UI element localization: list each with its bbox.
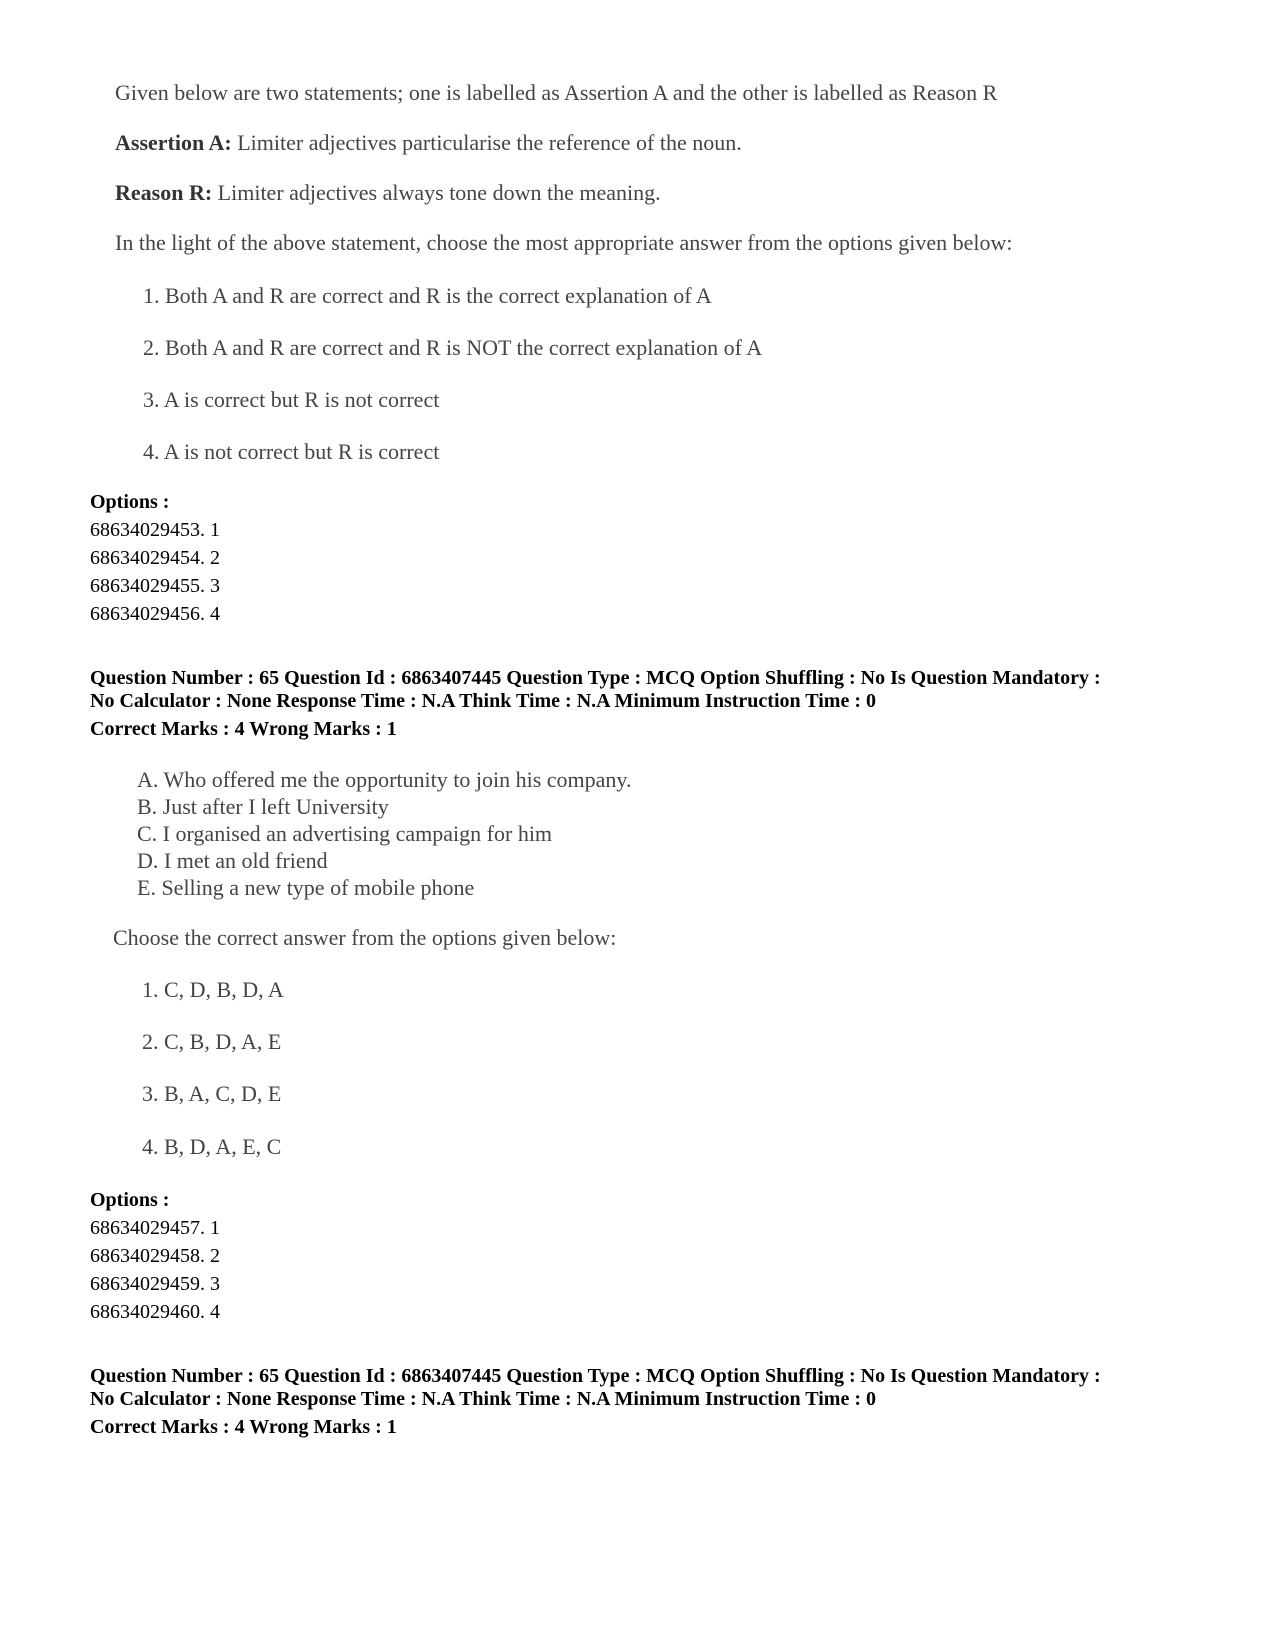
- q65-instruction: Choose the correct answer from the options given below:: [113, 925, 617, 950]
- q65-option: 68634029459. 3: [90, 1273, 220, 1295]
- q65-statement: E. Selling a new type of mobile phone: [137, 875, 475, 900]
- q64-reason: [115, 182, 661, 204]
- q65-options-label: Options :: [90, 1189, 170, 1211]
- q64-reason-text: Limiter adjectives always tone down the meaning.: [212, 180, 661, 205]
- q65-option: 68634029460. 4: [90, 1301, 220, 1323]
- q64-intro: Given below are two statements; one is labelled as Assertion A and the other is labelled as Reason R: [115, 80, 998, 105]
- q64-choice: 3. A is correct but R is not correct: [143, 387, 440, 412]
- q64-instruction: In the light of the above statement, choose the most appropriate answer from the options given below:: [115, 230, 1013, 255]
- q65-choice: 2. C, B, D, A, E: [142, 1029, 282, 1054]
- q65-statement: B. Just after I left University: [137, 794, 389, 819]
- q65-choice: 3. B, A, C, D, E: [142, 1081, 282, 1106]
- qnext-meta-line1: Question Number : 65 Question Id : 6863407445 Question Type : MCQ Option Shuffling : No Is Question Mandatory :: [90, 1365, 1101, 1387]
- q64-reason-label: Reason R:: [115, 180, 213, 205]
- q64-option: 68634029455. 3: [90, 575, 220, 597]
- q64-choice: 2. Both A and R are correct and R is NOT the correct explanation of A: [143, 335, 763, 360]
- q64-choice: 1. Both A and R are correct and R is the correct explanation of A: [143, 283, 712, 308]
- q64-option: 68634029456. 4: [90, 603, 220, 625]
- qnext-marks: Correct Marks : 4 Wrong Marks : 1: [90, 1416, 397, 1438]
- qnext-meta-line2: No Calculator : None Response Time : N.A Think Time : N.A Minimum Instruction Time : 0: [90, 1388, 876, 1410]
- q65-meta-line2: No Calculator : None Response Time : N.A Think Time : N.A Minimum Instruction Time : 0: [90, 690, 876, 712]
- q65-option: 68634029458. 2: [90, 1245, 220, 1267]
- q65-option: 68634029457. 1: [90, 1217, 220, 1239]
- q64-assertion-label: Assertion A:: [115, 130, 232, 155]
- q64-option: 68634029453. 1: [90, 519, 220, 541]
- q64-choice: 4. A is not correct but R is correct: [143, 439, 440, 464]
- q65-meta-line1: Question Number : 65 Question Id : 6863407445 Question Type : MCQ Option Shuffling : No Is Question Mandatory :: [90, 667, 1101, 689]
- q65-marks: Correct Marks : 4 Wrong Marks : 1: [90, 718, 397, 740]
- q64-option: 68634029454. 2: [90, 547, 220, 569]
- q65-choice: 4. B, D, A, E, C: [142, 1134, 282, 1159]
- q64-assertion-text: Limiter adjectives particularise the reference of the noun.: [231, 130, 742, 155]
- q64-assertion: [115, 132, 742, 154]
- q65-choice: 1. C, D, B, D, A: [142, 977, 284, 1002]
- q65-statement: C. I organised an advertising campaign for him: [137, 821, 553, 846]
- q64-options-label: Options :: [90, 491, 170, 513]
- q65-statement: A. Who offered me the opportunity to join his company.: [137, 767, 632, 792]
- q65-statement: D. I met an old friend: [137, 848, 328, 873]
